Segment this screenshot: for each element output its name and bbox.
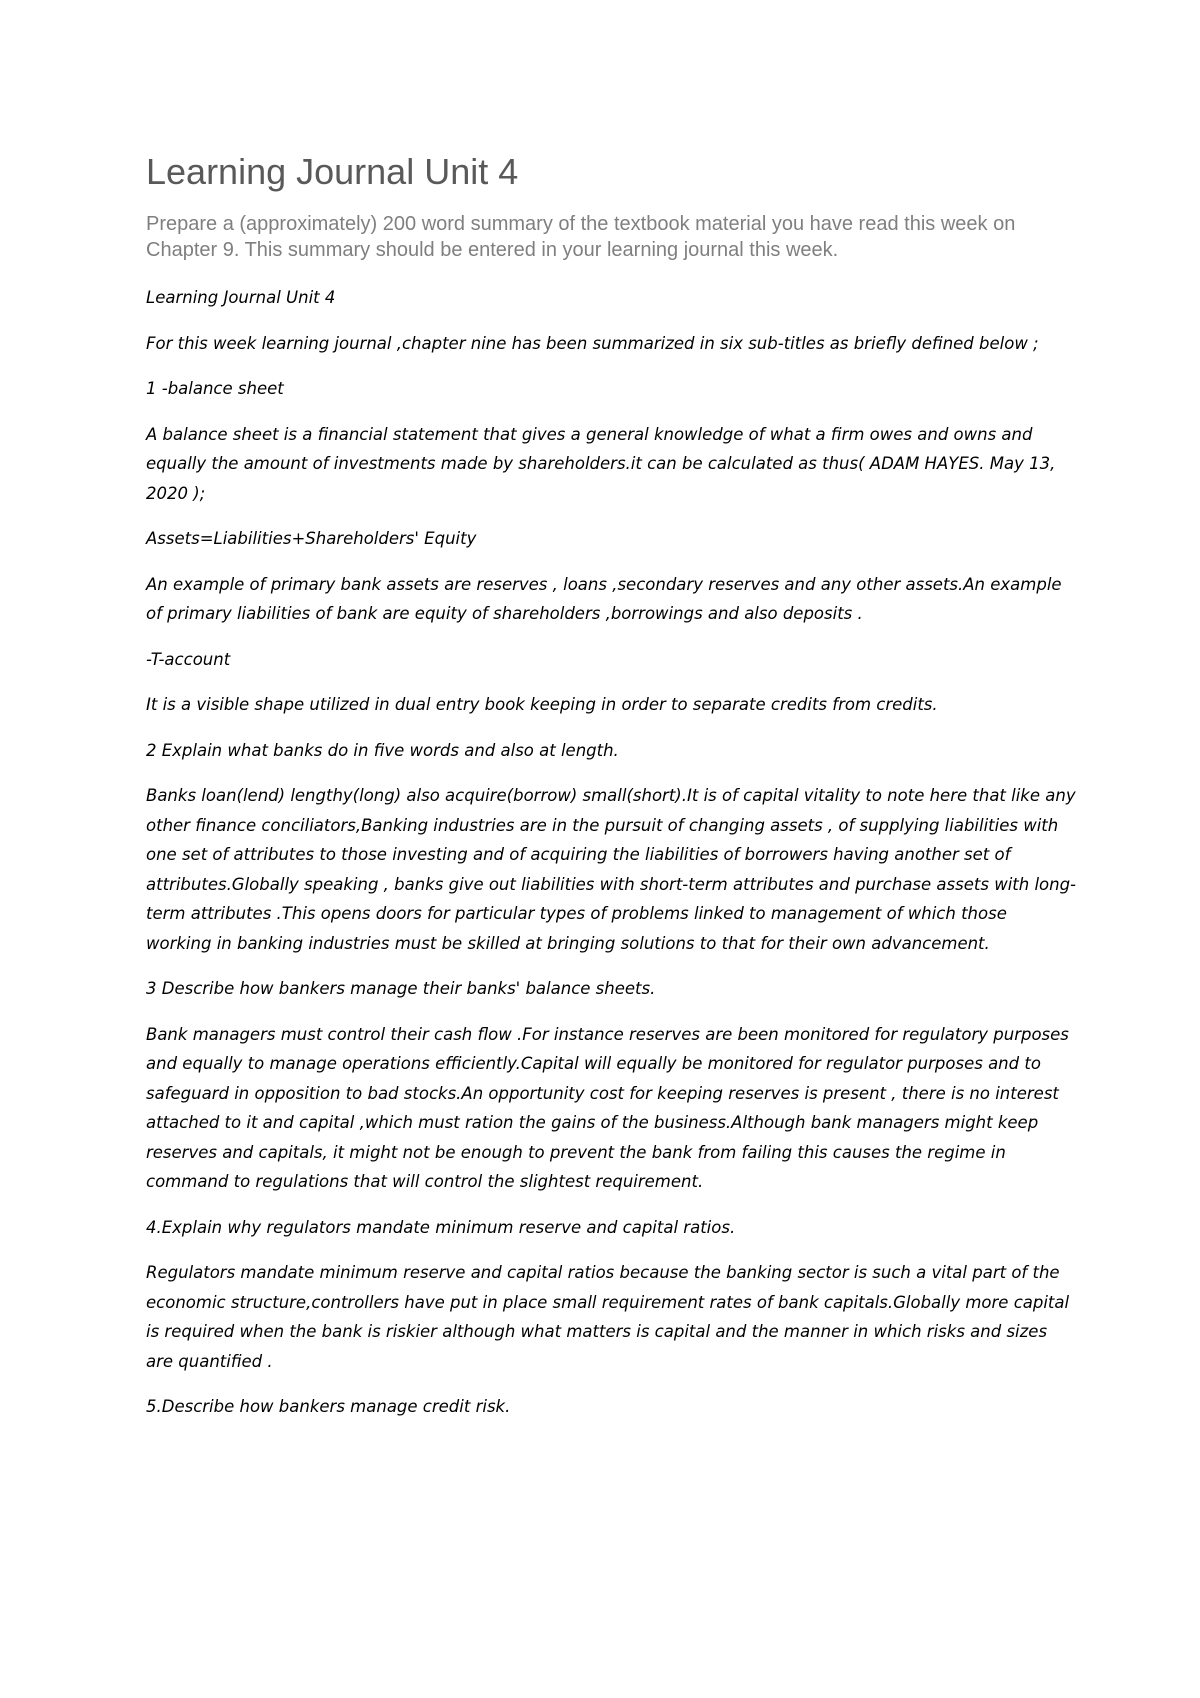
section-heading-regulators: 4.Explain why regulators mandate minimum reserve and capital ratios. [146, 1217, 736, 1237]
t-account-paragraph: It is a visible shape utilized in dual entry book keeping in order to separate credits from credits. [146, 695, 938, 715]
section-heading-balance-sheet: 1 -balance sheet [146, 379, 284, 399]
assignment-prompt: Prepare a (approximately) 200 word summary of the textbook material you have read this week on Chapter 9. This summary should be entered in your learning journal this week. [146, 213, 1016, 262]
regulators-paragraph: Regulators mandate minimum reserve and capital ratios because the banking sector is such a vital part of the economic structure,controllers have put in place small requirement rates of bank capitals.Globally more capital is required when the bank is riskier although what matters is capital and the manner in which risks and sizes are quantified . [146, 1263, 1070, 1371]
balance-sheet-management-paragraph: Bank managers must control their cash flow .For instance reserves are been monitored for regulatory purposes and equally to manage operations efficiently.Capital will equally be monitored for regulator purposes and to safeguard in opposition to bad stocks.An opportunity cost for keeping reserves is present , there is no interest attached to it and capital ,which must ration the gains of the business.Although bank managers might keep reserves and capitals, it might not be enough to prevent the bank from failing this causes the regime in command to regulations that will control the slightest requirement. [146, 1024, 1069, 1192]
equation-line: Assets=Liabilities+Shareholders' Equity [146, 529, 477, 549]
balance-sheet-paragraph: A balance sheet is a financial statement that gives a general knowledge of what a firm owes and owns and equally the amount of investments made by shareholders.it can be calculated as thus( ADAM HAYES. May 13, 2020 ); [146, 424, 1056, 503]
section-heading-what-banks-do: 2 Explain what banks do in five words and also at length. [146, 740, 619, 760]
assets-liabilities-paragraph: An example of primary bank assets are reserves , loans ,secondary reserves and any other assets.An example of primary liabilities of bank are equity of shareholders ,borrowings and also deposits . [146, 574, 1062, 624]
intro-paragraph: For this week learning journal ,chapter nine has been summarized in six sub-titles as briefly defined below ; [146, 333, 1039, 353]
what-banks-do-paragraph: Banks loan(lend) lengthy(long) also acquire(borrow) small(short).It is of capital vitality to note here that like any other finance conciliators,Banking industries are in the pursuit of changing assets , of supplying liabilities with one set of attributes to those investing and of acquiring the liabilities of borrowers having another set of attributes.Globally speaking , banks give out liabilities with short-term attributes and purchase assets with long- term attributes .This opens doors for particular types of problems linked to management of which those working in banking industries must be skilled at bringing solutions to that for their own advancement. [146, 786, 1077, 953]
document-body [146, 150, 1076, 1438]
section-heading-balance-sheet-management: 3 Describe how bankers manage their banks' balance sheets. [146, 979, 656, 999]
document-title: Learning Journal Unit 4 [146, 151, 519, 192]
section-heading-credit-risk: 5.Describe how bankers manage credit risk. [146, 1397, 511, 1417]
journal-heading: Learning Journal Unit 4 [146, 288, 336, 308]
section-heading-t-account: -T-account [146, 649, 231, 669]
